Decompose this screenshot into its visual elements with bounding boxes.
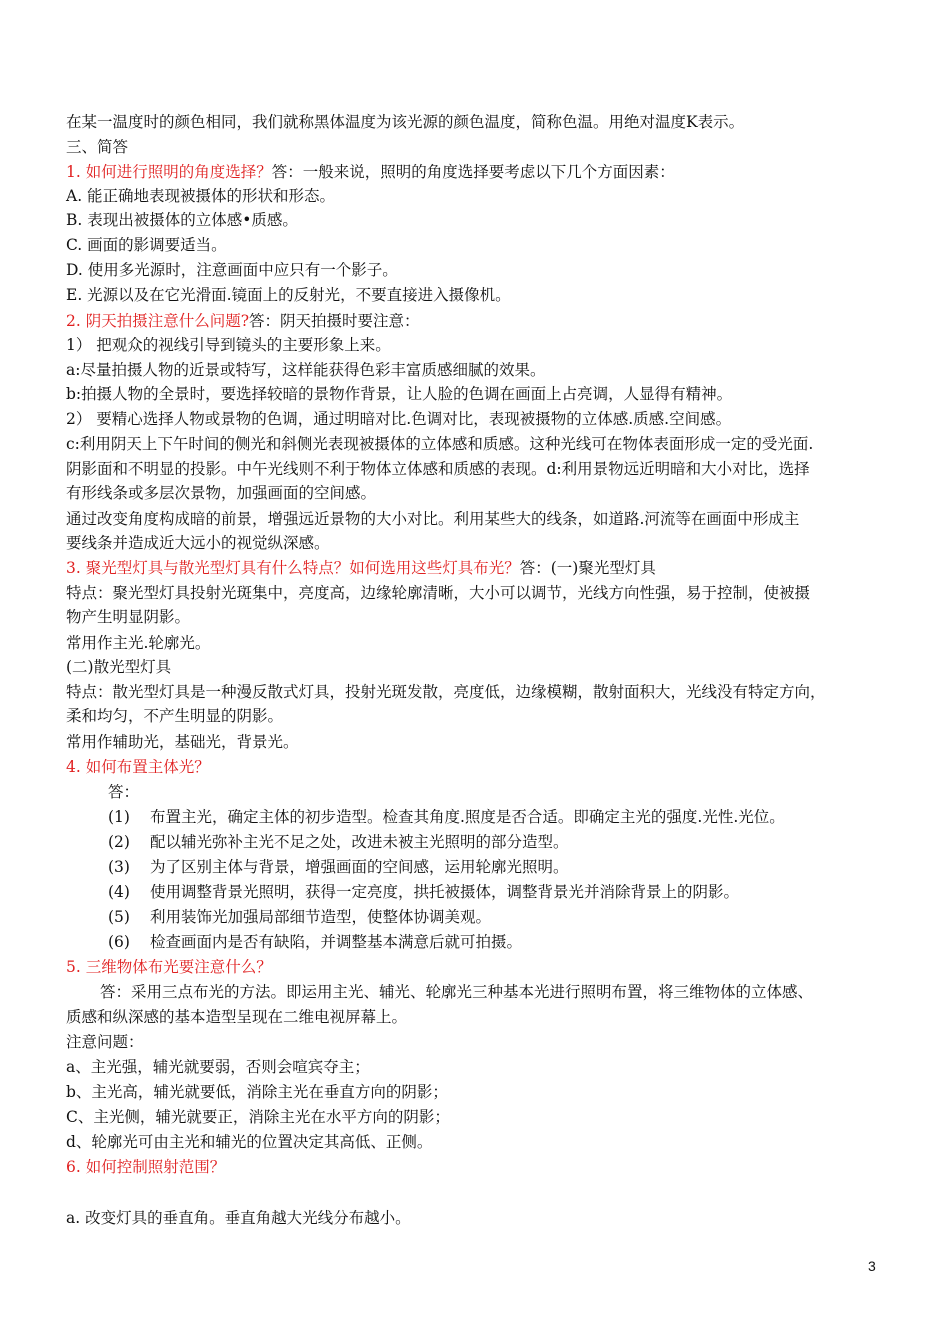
question-line <box>66 309 896 333</box>
list-item <box>108 830 938 854</box>
list-text: 为了区别主体与背景，增强画面的空间感，运用轮廓光照明。 <box>150 858 569 876</box>
section-heading: 三、简答 <box>66 138 129 156</box>
text-line: 在某一温度时的颜色相同，我们就称黑体温度为该光源的颜色温度，简称色温。用绝对温度K表示。 <box>66 113 745 131</box>
list-number: (6) <box>108 933 130 951</box>
list-text: 布置主光，确定主体的初步造型。检查其角度.照度是否合适。即确定主光的强度.光性.光位。 <box>150 808 785 826</box>
answer-text: 答：阴天拍摄时要注意： <box>249 312 420 330</box>
text-line: 阴影面和不明显的投影。中午光线则不利于物体立体感和质感的表现。d:利用景物远近明暗和大小对比，选择 <box>66 460 810 478</box>
text-line: a、主光强，辅光就要弱，否则会喧宾夺主； <box>66 1058 370 1076</box>
answer-text: 答：一般来说，照明的角度选择要考虑以下几个方面因素： <box>271 163 675 181</box>
question-title: 3. 聚光型灯具与散光型灯具有什么特点？如何选用这些灯具布光？ <box>66 559 520 577</box>
text-line: c:利用阴天上下午时间的侧光和斜侧光表现被摄体的立体感和质感。这种光线可在物体表面形成一定的受光面. <box>66 435 814 453</box>
list-item <box>108 805 938 829</box>
text-line: A. 能正确地表现被摄体的形状和形态。 <box>66 187 336 205</box>
text-line: D. 使用多光源时，注意画面中应只有一个影子。 <box>66 261 398 279</box>
list-text: 使用调整背景光照明，获得一定亮度，拱托被摄体，调整背景光并消除背景上的阴影。 <box>150 883 740 901</box>
question-title: 6. 如何控制照射范围？ <box>66 1158 226 1176</box>
text-line: 柔和均匀，不产生明显的阴影。 <box>66 707 284 725</box>
list-number: (5) <box>108 908 130 926</box>
question-title: 1. 如何进行照明的角度选择？ <box>66 163 272 181</box>
text-line: B. 表现出被摄体的立体感•质感。 <box>66 211 298 229</box>
text-line: 答：采用三点布光的方法。即运用主光、辅光、轮廓光三种基本光进行照明布置，将三维物体的立体感、 <box>100 983 814 1001</box>
text-line: 质感和纵深感的基本造型呈现在二维电视屏幕上。 <box>66 1008 408 1026</box>
text-line: d、轮廓光可由主光和辅光的位置决定其高低、正侧。 <box>66 1133 433 1151</box>
text-line: 常用作主光.轮廓光。 <box>66 634 211 652</box>
answer-text: 答：(一)聚光型灯具 <box>519 559 656 577</box>
text-line: E. 光源以及在它光滑面.镜面上的反射光，不要直接进入摄像机。 <box>66 286 511 304</box>
question-line <box>66 160 896 184</box>
list-number: (3) <box>108 858 130 876</box>
text-line: 2） 要精心选择人物或景物的色调，通过明暗对比.色调对比，表现被摄物的立体感.质感.空间感。 <box>66 410 732 428</box>
text-line: b:拍摄人物的全景时，要选择较暗的景物作背景，让人脸的色调在画面上占亮调，人显得有精神。 <box>66 385 733 403</box>
list-item <box>108 855 938 879</box>
list-number: (1) <box>108 808 130 826</box>
text-line: 1） 把观众的视线引导到镜头的主要形象上来。 <box>66 336 391 354</box>
list-item <box>108 905 938 929</box>
text-line: 通过改变角度构成暗的前景，增强远近景物的大小对比。利用某些大的线条，如道路.河流等在画面中形成主 <box>66 510 800 528</box>
question-title: 4. 如何布置主体光？ <box>66 758 210 776</box>
question-title: 2. 阴天拍摄注意什么问题? <box>66 312 250 330</box>
text-line: 要线条并造成近大远小的视觉纵深感。 <box>66 534 330 552</box>
list-number: (2) <box>108 833 130 851</box>
list-text: 检查画面内是否有缺陷，并调整基本满意后就可拍摄。 <box>150 933 523 951</box>
text-line: 常用作辅助光，基础光，背景光。 <box>66 733 299 751</box>
text-line: C、主光侧，辅光就要正，消除主光在水平方向的阴影； <box>66 1108 450 1126</box>
text-line: 注意问题： <box>66 1033 144 1051</box>
question-title: 5. 三维物体布光要注意什么？ <box>66 958 272 976</box>
answer-label: 答： <box>108 783 140 801</box>
list-item <box>108 880 938 904</box>
text-line: 有形线条或多层次景物，加强画面的空间感。 <box>66 484 377 502</box>
list-text: 配以辅光弥补主光不足之处，改进未被主光照明的部分造型。 <box>150 833 569 851</box>
text-line: a:尽量拍摄人物的近景或特写，这样能获得色彩丰富质感细腻的效果。 <box>66 361 546 379</box>
list-number: (4) <box>108 883 130 901</box>
text-line: 特点：散光型灯具是一种漫反散式灯具，投射光斑发散，亮度低，边缘模糊，散射面积大，光线没有特定方向， <box>66 683 826 701</box>
text-line: C. 画面的影调要适当。 <box>66 236 227 254</box>
text-line: a. 改变灯具的垂直角。垂直角越大光线分布越小。 <box>66 1209 411 1227</box>
text-line: 特点：聚光型灯具投射光斑集中，亮度高，边缘轮廓清晰，大小可以调节，光线方向性强，易于控制，使被摄 <box>66 584 811 602</box>
list-item <box>108 930 938 954</box>
list-text: 利用装饰光加强局部细节造型，使整体协调美观。 <box>150 908 492 926</box>
text-line: 物产生明显阴影。 <box>66 608 191 626</box>
text-line: (二)散光型灯具 <box>66 658 172 676</box>
page-number: 3 <box>868 1258 876 1274</box>
text-line: b、主光高，辅光就要低，消除主光在垂直方向的阴影； <box>66 1083 448 1101</box>
question-line <box>66 556 896 580</box>
